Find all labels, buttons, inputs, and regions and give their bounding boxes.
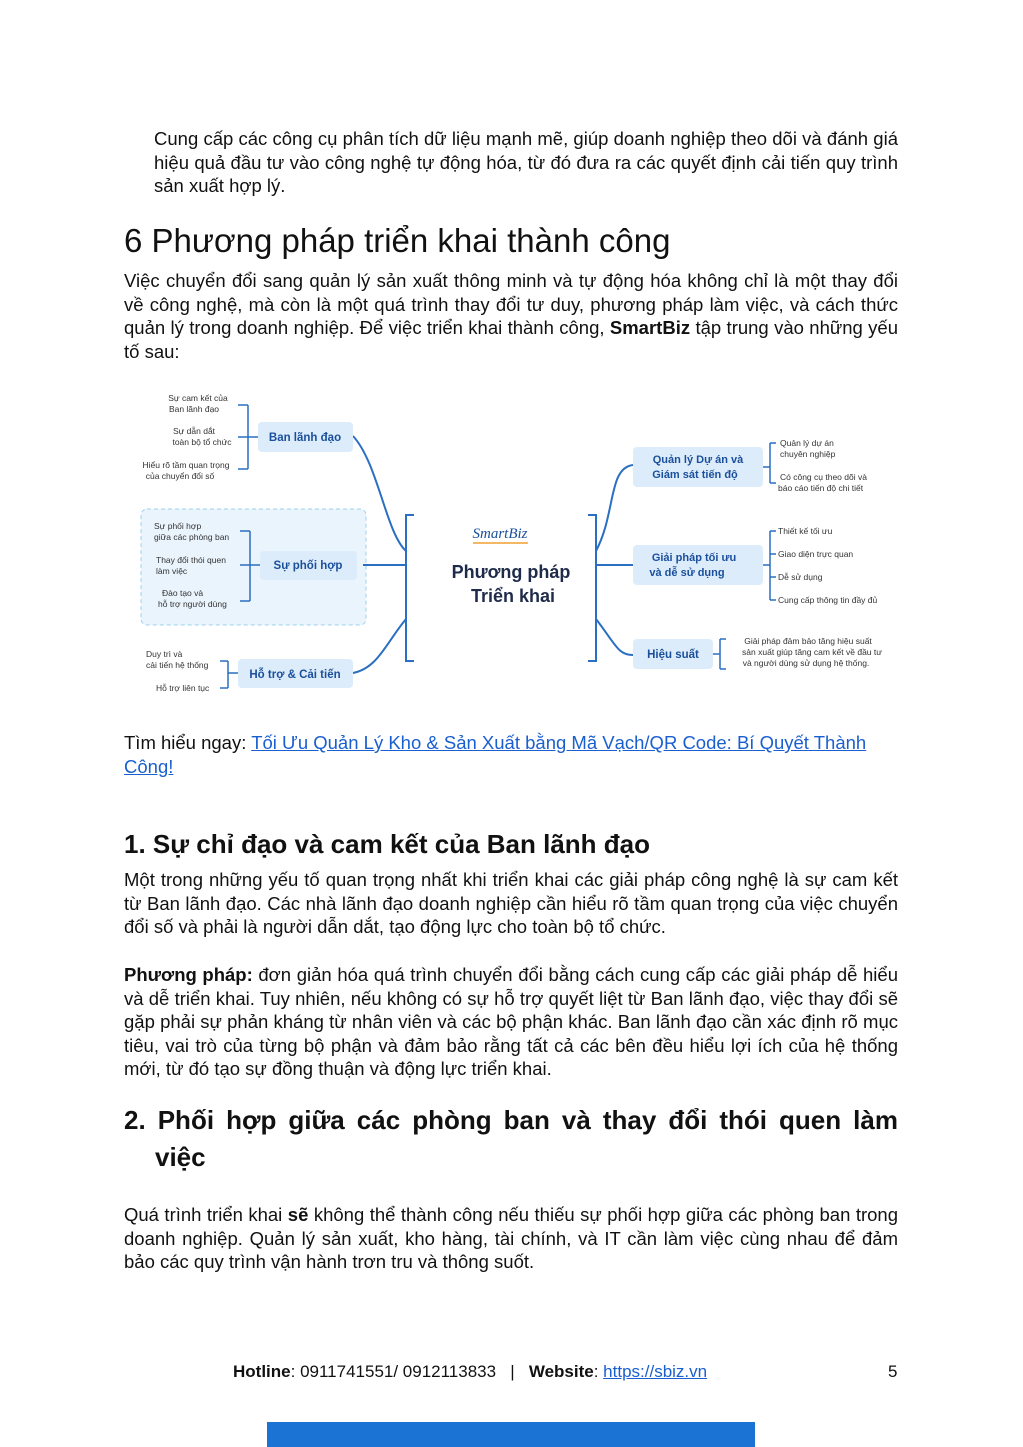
item-ho-tro-lien-tuc: Hỗ trợ liên tục bbox=[156, 683, 210, 693]
learn-more-link[interactable]: Tối Ưu Quản Lý Kho & Sản Xuất bằng Mã Vạch/QR Code: Bí Quyết Thành Công! bbox=[124, 732, 867, 777]
node-giai-phap-label: Giải pháp tối ưu và dễ sử dụng bbox=[649, 552, 737, 579]
sub1-para2 bbox=[124, 963, 898, 1081]
center-title-line2: Triển khai bbox=[470, 586, 556, 606]
sub1-para1: Một trong những yếu tố quan trọng nhất khi triển khai các giải pháp công nghệ là sự cam kết từ Ban lãnh đạo. Các nhà lãnh đạo doanh nghiệp cần hiểu rõ tầm quan trọng của việc chuyển đổi số và phải là người dẫn dắt, tạo động lực cho toàn bộ tổ chức. bbox=[124, 869, 898, 938]
bracket-ban-lanh-dao bbox=[238, 405, 258, 469]
hotline-number: 0911741551/ 0912113833 bbox=[300, 1362, 497, 1381]
left-bracket bbox=[406, 515, 414, 661]
footer-color-bar bbox=[267, 1422, 755, 1447]
node-giai-phap bbox=[633, 545, 763, 585]
center-logo: SmartBiz bbox=[472, 526, 528, 542]
item-hieu-ro: Hiểu rõ tầm quan trọng của chuyển đổi số bbox=[142, 460, 230, 481]
footer-contact: Hotline: 0911741551/ 0912113833 | Website: https://sbiz.vn bbox=[233, 1362, 708, 1381]
node-ho-tro-label: Hỗ trợ & Cải tiến bbox=[249, 669, 341, 681]
node-su-phoi-hop-label: Sự phối hợp bbox=[273, 560, 343, 572]
bracket-quan-ly bbox=[763, 443, 776, 483]
footer-separator: | bbox=[510, 1362, 515, 1381]
node-hieu-suat-label: Hiệu suất bbox=[647, 649, 699, 661]
sub2-title-line2: việc bbox=[155, 1142, 206, 1172]
sub2-para bbox=[124, 1203, 898, 1274]
sub1-title: 1. Sự chỉ đạo và cam kết của Ban lãnh đạo bbox=[124, 829, 651, 859]
learn-more bbox=[124, 731, 898, 778]
item-cam-ket: Sự cam kết của Ban lãnh đạo bbox=[168, 393, 228, 414]
website-label: Website bbox=[528, 1362, 594, 1381]
website-link[interactable]: https://sbiz.vn bbox=[603, 1362, 708, 1381]
sub2-para-b: không thể thành công nếu thiếu sự phối hợp giữa các phòng ban trong doanh nghiệp. Quản lý sản xuất, kho hàng, tài chính, và IT cần làm việc cùng nhau để đảm bảo các quy trình vận hành trơn tru và thông suốt. bbox=[124, 1204, 899, 1273]
item-dan-dat: Sự dẫn dắt toàn bộ tổ chức bbox=[172, 426, 232, 447]
section-title: 6 Phương pháp triển khai thành công bbox=[124, 222, 671, 259]
item-cong-cu: Có công cụ theo dõi và báo cáo tiến độ chi tiết bbox=[778, 472, 867, 493]
sub2-para-a: Quá trình triển khai bbox=[124, 1204, 283, 1225]
node-quan-ly bbox=[633, 447, 763, 487]
bracket-ho-tro bbox=[220, 661, 238, 688]
brand-name: SmartBiz bbox=[609, 317, 691, 339]
connectors bbox=[353, 436, 633, 673]
section-intro-text: Việc chuyển đổi sang quản lý sản xuất thông minh và tự động hóa không chỉ là một thay đổi về công nghệ, mà còn là một quá trình thay đổi tư duy, phương pháp làm việc, và cách thức quản lý trong doanh nghiệp. Để việc triển khai thành công, bbox=[124, 270, 898, 339]
node-quan-ly-label: Quản lý Dự án và Giám sát tiến độ bbox=[652, 454, 744, 481]
item-dao-tao: Đào tạo và hỗ trợ người dùng bbox=[158, 588, 227, 609]
sub1-para2-label: Phương pháp: bbox=[124, 964, 253, 985]
item-duy-tri: Duy trì và cải tiến hệ thống bbox=[146, 649, 209, 670]
item-phoi-hop: Sự phối hợp giữa các phòng ban bbox=[154, 521, 230, 542]
hotline-label: Hotline bbox=[233, 1362, 291, 1381]
item-de-su-dung: Dễ sử dụng bbox=[778, 572, 823, 582]
bracket-hieu-suat bbox=[713, 639, 726, 669]
item-hieu-suat-desc: Giải pháp đảm bảo tăng hiệu suất sản xuất giúp tăng cam kết về đầu tư và người dùng sử dụng hệ thống. bbox=[742, 636, 882, 668]
section-intro bbox=[124, 269, 898, 363]
item-thay-doi: Thay đổi thói quen làm việc bbox=[156, 555, 226, 576]
right-bracket bbox=[588, 515, 596, 661]
page-number: 5 bbox=[888, 1362, 898, 1381]
item-thiet-ke: Thiết kế tối ưu bbox=[778, 526, 833, 536]
item-giao-dien: Giao diện trực quan bbox=[778, 549, 854, 559]
bracket-giai-phap bbox=[763, 531, 776, 600]
sub2-title bbox=[124, 1102, 898, 1176]
sub1-para2-text: đơn giản hóa quá trình chuyển đổi bằng cách cung cấp các giải pháp dễ hiểu và dễ triển khai. Tuy nhiên, nếu không có sự hỗ trợ quyết liệt từ Ban lãnh đạo, việc thay đổi sẽ gặp phải sự phản kháng từ nhân viên và các bộ phận khác. Ban lãnh đạo cần xác định rõ mục tiêu, vai trò của từng bộ phận và đảm bảo rằng tất cả các bên đều hiểu lợi ích của hệ thống mới, từ đó tạo sự đồng thuận và động lực triển khai. bbox=[124, 964, 898, 1080]
sub2-para-bold: sẽ bbox=[287, 1204, 309, 1225]
learn-more-prefix: Tìm hiểu ngay: bbox=[124, 732, 247, 753]
center-title-line1: Phương pháp bbox=[451, 562, 571, 582]
item-quan-ly-du-an: Quản lý dự án chuyên nghiệp bbox=[780, 438, 836, 459]
sub2-title-line1: 2. Phối hợp giữa các phòng ban và thay đổi thói quen làm bbox=[124, 1105, 898, 1135]
section-intro-end: tập trung vào những yếu tố sau: bbox=[124, 317, 899, 362]
mindmap-diagram bbox=[128, 383, 898, 701]
node-ban-lanh-dao-label: Ban lãnh đạo bbox=[268, 432, 342, 444]
intro-paragraph: Cung cấp các công cụ phân tích dữ liệu mạnh mẽ, giúp doanh nghiệp theo dõi và đánh giá hiệu quả đầu tư vào công nghệ tự động hóa, từ đó đưa ra các quyết định cải tiến quy trình sản xuất hợp lý. bbox=[154, 128, 898, 197]
item-cung-cap: Cung cấp thông tin đầy đủ bbox=[778, 595, 878, 605]
